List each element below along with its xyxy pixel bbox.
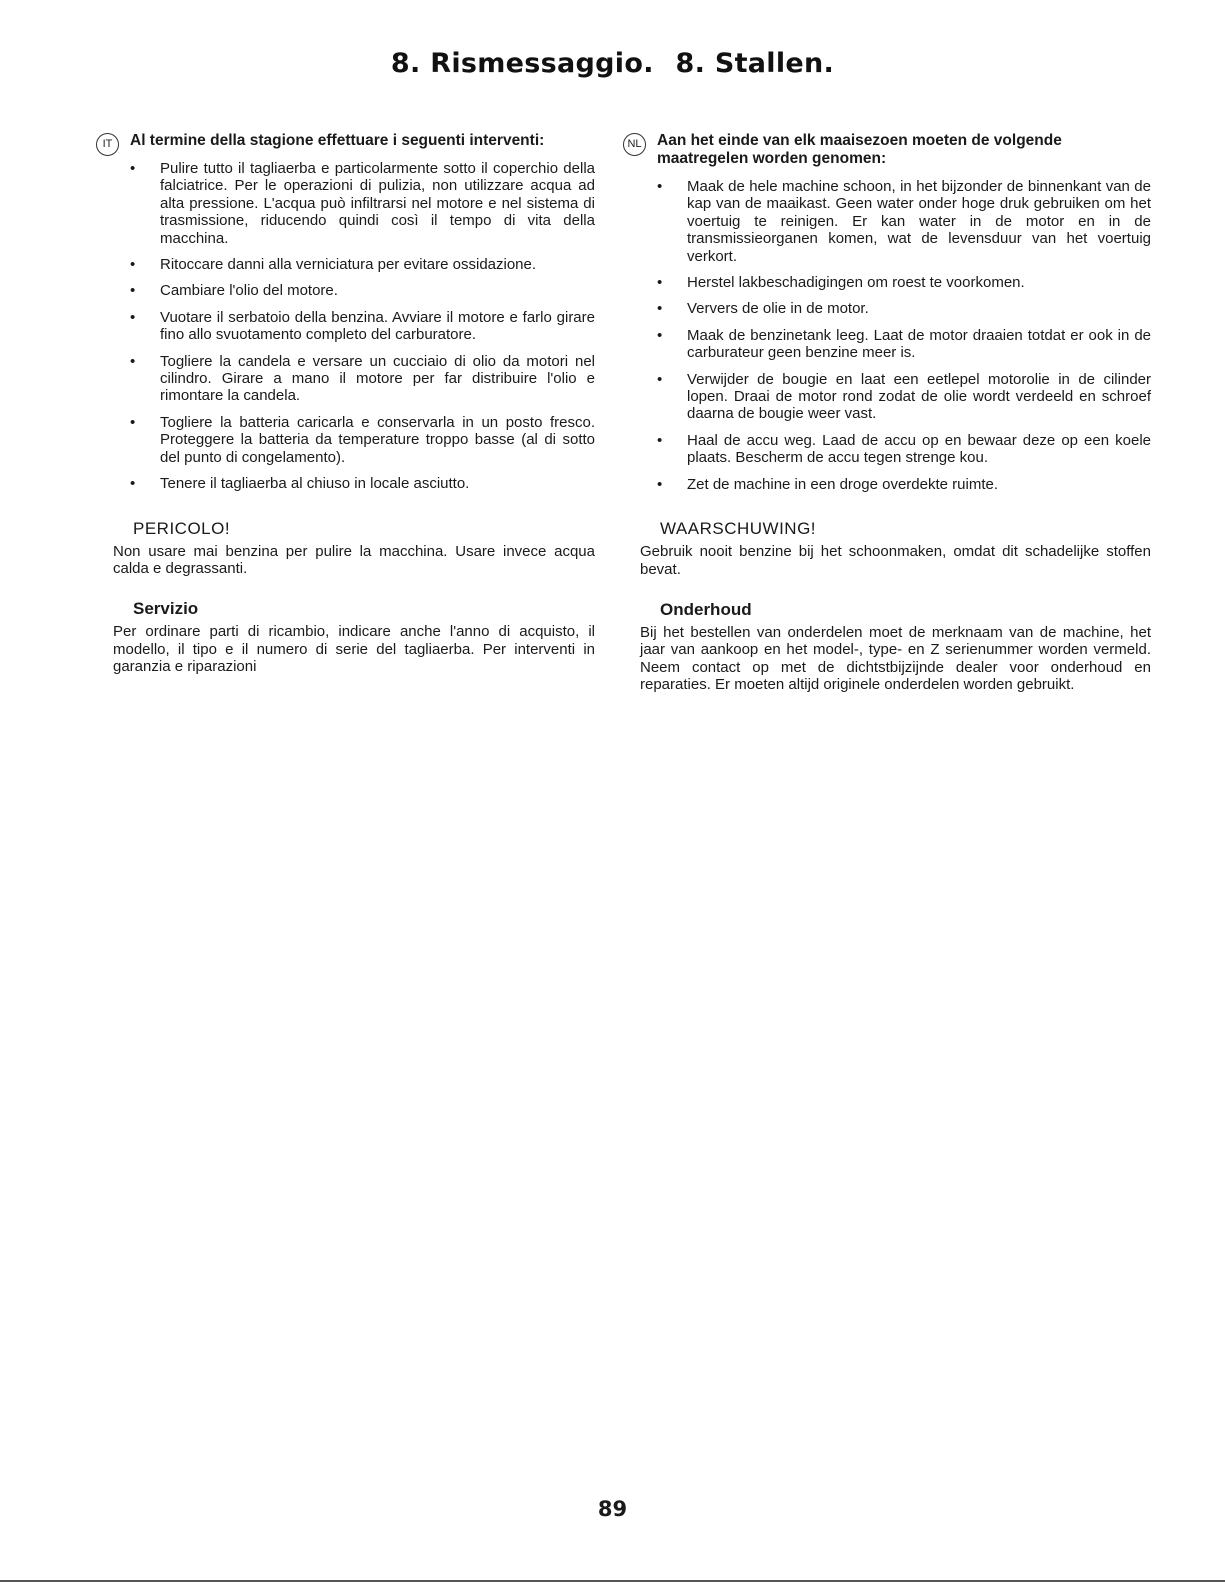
it-service-title: Servizio <box>133 599 199 619</box>
bullet-icon: • <box>130 413 136 431</box>
nl-service-text: Bij het bestellen van onderdelen moet de merknaam van de machine, het jaar van aankoop en het model-, type- en Z serienummer worden vermeld. Neem contact op met de dichtstbijzijnde dealer voor onderhoud en reparaties. Er moeten altijd originele onderdelen worden gebruikt. <box>640 623 1151 694</box>
nl-warning-text: Gebruik nooit benzine bij het schoonmaken, omdat dit schadelijke stoffen bevat. <box>640 543 1151 578</box>
list-item: • Togliere la batteria caricarla e conservarla in un posto fresco. Proteggere la batteria da temperature troppo basse (al di sotto del punto di congelamento). <box>130 413 595 466</box>
page-title <box>0 48 1225 79</box>
page-title-it: 8. Rismessaggio. <box>390 48 654 79</box>
bullet-icon: • <box>130 282 136 300</box>
nl-instruction-list <box>640 178 1151 493</box>
it-intro-text: Al termine della stagione effettuare i seguenti interventi: <box>130 132 545 149</box>
list-item: • Herstel lakbeschadigingen om roest te voorkomen. <box>657 274 1025 292</box>
it-service-text: Per ordinare parti di ricambio, indicare anche l'anno di acquisto, il modello, il tipo e il numero di serie del tagliaerba. Per interventi in garanzia e riparazioni <box>113 623 595 676</box>
list-item: • Ververs de olie in de motor. <box>657 300 869 318</box>
list-item: • Verwijder de bougie en laat een eetlepel motorolie in de cilinder lopen. Draai de motor rond zodat de olie wordt verdeeld en schroef daarna de bougie weer vast. <box>657 370 1151 423</box>
nl-service-title: Onderhoud <box>660 599 752 619</box>
list-item: • Haal de accu weg. Laad de accu op en bewaar deze op een koele plaats. Bescherm de accu tegen strenge kou. <box>657 431 1151 467</box>
list-item: • Togliere la candela e versare un cucciaio di olio da motori nel cilindro. Girare a mano il motore per far distribuire l'olio e rimontare la candela. <box>130 352 595 405</box>
bullet-icon: • <box>657 178 663 195</box>
it-language-badge: IT <box>96 133 119 156</box>
list-item: • Maak de benzinetank leeg. Laat de motor draaien totdat er ook in de carburateur geen benzine meer is. <box>657 326 1151 362</box>
bullet-icon: • <box>130 308 136 326</box>
bullet-icon: • <box>657 475 663 493</box>
list-item: • Vuotare il serbatoio della benzina. Avviare il motore e farlo girare fino allo svuotamento completo del carburatore. <box>130 308 595 344</box>
bullet-icon: • <box>657 274 663 292</box>
it-warning-text: Non usare mai benzina per pulire la macchina. Usare invece acqua calda e degrassanti. <box>113 542 595 577</box>
bottom-divider <box>0 1580 1225 1582</box>
it-instruction-list <box>113 160 595 493</box>
list-item: • Tenere il tagliaerba al chiuso in locale asciutto. <box>130 475 470 493</box>
list-item: • Maak de hele machine schoon, in het bijzonder de binnenkant van de kap van de maaikast. Geen water onder hoge druk gebruiken om het voertuig te reinigen. Er kan water in de motor en in de transmissieorganen komen, wat de levensduur van het voertuig verkort. <box>657 178 1151 265</box>
page-title-nl: 8. Stallen. <box>675 48 835 79</box>
list-item: • Cambiare l'olio del motore. <box>130 282 338 300</box>
bullet-icon: • <box>130 352 136 370</box>
it-warning-title: PERICOLO! <box>133 518 231 538</box>
dutch-column <box>627 132 1151 694</box>
it-intro <box>102 132 595 150</box>
nl-intro-text: Aan het einde van elk maaisezoen moeten de volgende maatregelen worden genomen: <box>657 132 1062 167</box>
nl-warning-title: WAARSCHUWING! <box>660 519 817 539</box>
bullet-icon: • <box>657 300 663 318</box>
bullet-icon: • <box>130 475 136 493</box>
list-item: • Zet de machine in een droge overdekte ruimte. <box>657 475 999 493</box>
bullet-icon: • <box>657 431 663 449</box>
list-item: • Pulire tutto il tagliaerba e particolarmente sotto il coperchio della falciatrice. Per le operazioni di pulizia, non utilizzare acqua ad alta pressione. L'acqua può infiltrarsi nel motore e nel sistema di trasmissione, riducendo quindi così il tempo di vita della macchina. <box>130 160 595 247</box>
bullet-icon: • <box>130 256 136 274</box>
page-number: 89 <box>597 1497 628 1521</box>
bullet-icon: • <box>130 160 136 177</box>
nl-intro <box>627 132 1151 168</box>
bullet-icon: • <box>657 370 663 388</box>
nl-language-badge: NL <box>623 133 646 156</box>
list-item: • Ritoccare danni alla verniciatura per evitare ossidazione. <box>130 256 537 274</box>
italian-column <box>102 132 595 676</box>
bullet-icon: • <box>657 326 663 344</box>
